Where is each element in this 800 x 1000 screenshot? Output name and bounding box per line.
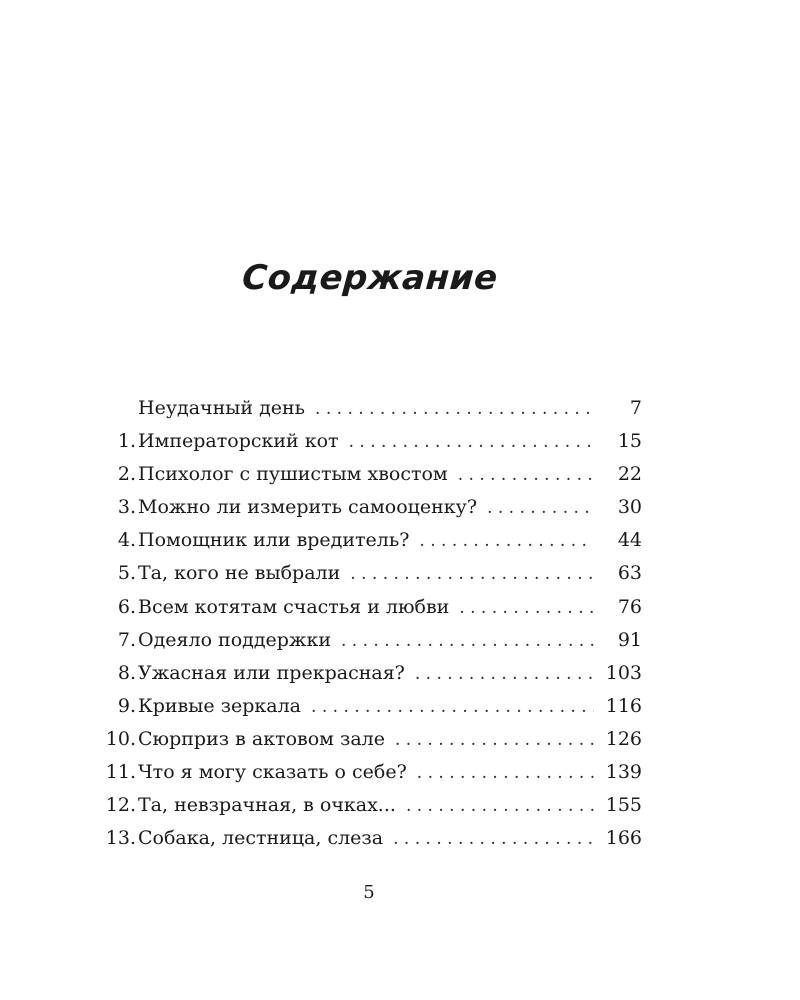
toc-entry-number: 13. — [105, 827, 136, 850]
toc-entry — [96, 458, 642, 491]
toc-entry-page: 103 — [605, 661, 642, 684]
toc-entry — [96, 789, 642, 822]
toc-entry-title: Неудачный день — [138, 397, 306, 419]
toc-dot-leader — [449, 592, 594, 625]
toc-entry-title: Сюрприз в актовом зале — [138, 727, 385, 750]
toc-entry-number: 12. — [105, 794, 136, 817]
toc-entry-title: Можно ли измерить самооценку? — [138, 496, 478, 519]
toc-entry — [96, 657, 642, 690]
toc-entry-number: 2. — [117, 463, 136, 486]
toc-entry-title: Ужасная или прекрасная? — [138, 661, 405, 684]
toc-entry-number: 9. — [117, 694, 136, 717]
toc-dot-leader — [448, 459, 594, 492]
toc-dot-leader — [407, 757, 594, 790]
toc-dot-leader — [301, 691, 594, 724]
toc-entry-page: 91 — [617, 628, 642, 651]
toc-entry-number: 8. — [117, 661, 136, 684]
toc-entry-title: Та, кого не выбрали — [138, 562, 341, 585]
toc-entry-page: 44 — [617, 529, 642, 552]
toc-entry — [96, 591, 642, 624]
toc-dot-leader — [383, 823, 594, 856]
toc-entry-page: 155 — [605, 794, 642, 817]
toc-entry — [96, 524, 642, 557]
toc-entry-title: Помощник или вредитель? — [138, 529, 410, 552]
toc-entry-title: Что я могу сказать о себе? — [138, 761, 407, 784]
toc-entry-page: 30 — [617, 496, 642, 519]
toc-entry — [96, 392, 642, 425]
toc-entry — [96, 756, 642, 789]
toc-entry-number: 11. — [105, 761, 136, 784]
toc-entry-title: Собака, лестница, слеза — [138, 827, 384, 850]
toc-entry-title: Та, невзрачная, в очках... — [138, 794, 396, 817]
toc-dot-leader — [339, 426, 594, 459]
toc-entry-page: 139 — [605, 761, 642, 784]
toc-entry-page: 166 — [605, 827, 642, 850]
toc-dot-leader — [405, 658, 594, 691]
toc-entry — [96, 557, 642, 590]
toc-dot-leader — [396, 790, 594, 823]
toc-entry-number: 1. — [117, 430, 136, 453]
page-number: 5 — [363, 882, 375, 903]
toc-entry-number: 5. — [117, 562, 136, 585]
toc-entry-number: 6. — [117, 595, 136, 618]
toc-entry-title: Психолог с пушистым хвостом — [138, 463, 448, 486]
toc-entry-page: 126 — [605, 727, 642, 750]
toc-entry-title: Одеяло поддержки — [138, 628, 331, 651]
toc-entry-number: 4. — [117, 529, 136, 552]
page-title: Содержание — [240, 258, 500, 298]
toc-entry-page: 63 — [617, 562, 642, 585]
toc-entry-page: 15 — [617, 430, 642, 453]
toc-entry-page: 116 — [605, 694, 642, 717]
toc-dot-leader — [331, 625, 594, 658]
toc-dot-leader — [340, 558, 594, 591]
toc-entry-title: Кривые зеркала — [138, 694, 302, 717]
toc-entry-title: Императорский кот — [138, 430, 339, 453]
toc-entry — [96, 624, 642, 657]
toc-entry-number: 7. — [117, 628, 136, 651]
toc-entry — [96, 723, 642, 756]
toc-entry-number: 3. — [117, 496, 136, 519]
toc-entry-title: Всем котятам счастья и любви — [138, 595, 450, 618]
toc-dot-leader — [409, 525, 594, 558]
toc-entry-page: 7 — [629, 397, 642, 419]
toc-entry-number: 10. — [105, 727, 136, 750]
toc-dot-leader — [305, 393, 594, 426]
toc-entry-page: 76 — [617, 595, 642, 618]
toc-entry — [96, 822, 642, 855]
toc-entry — [96, 491, 642, 524]
toc-entry-page: 22 — [617, 463, 642, 486]
toc-dot-leader — [385, 724, 594, 757]
toc-entry — [96, 425, 642, 458]
toc-dot-leader — [477, 492, 594, 525]
toc-entry — [96, 690, 642, 723]
table-of-contents — [96, 392, 642, 855]
